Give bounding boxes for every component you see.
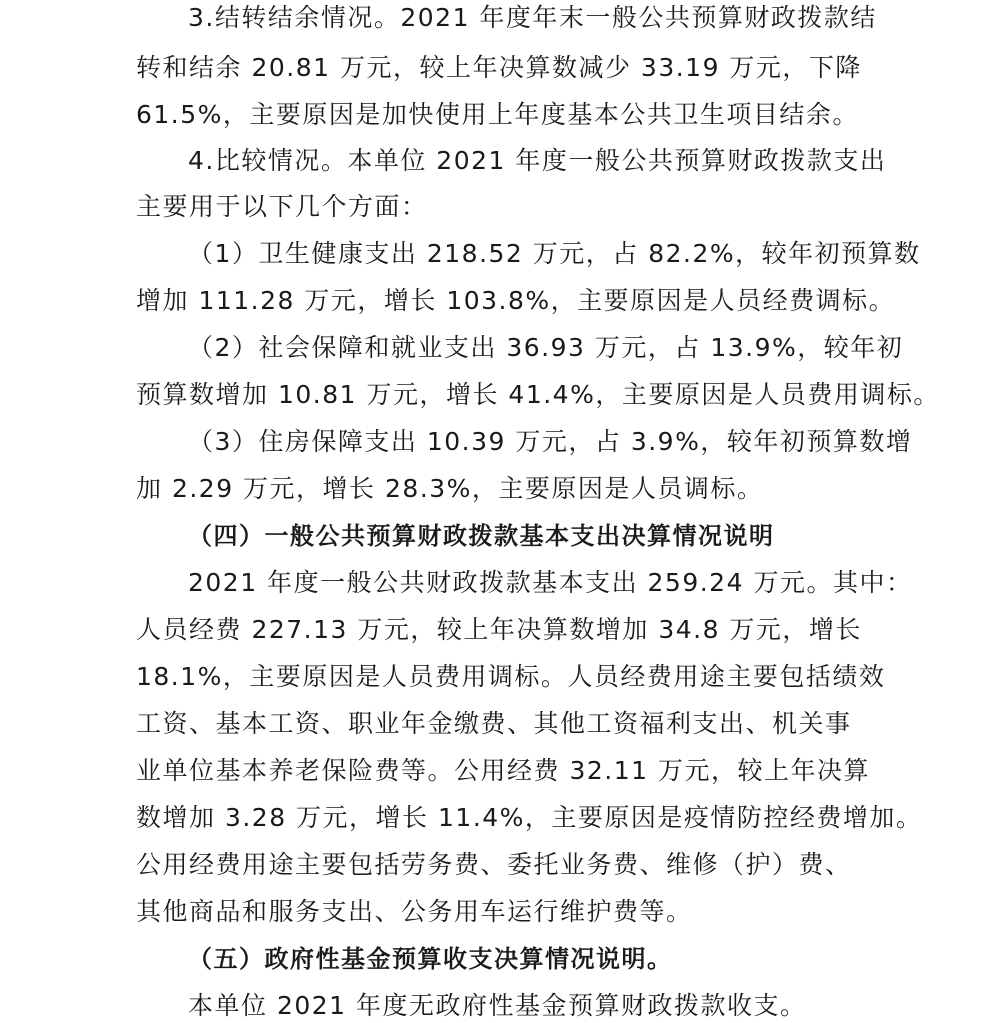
text-line: 人员经费 227.13 万元，较上年决算数增加 34.8 万元，增长 — [136, 615, 862, 644]
text-line: 数增加 3.28 万元，增长 11.4%，主要原因是疫情防控经费增加。 — [136, 803, 923, 832]
section-heading: （五）政府性基金预算收支决算情况说明。 — [188, 944, 673, 973]
text-line: （2）社会保障和就业支出 36.93 万元，占 13.9%，较年初 — [188, 333, 904, 362]
text-line: 工资、基本工资、职业年金缴费、其他工资福利支出、机关事 — [136, 709, 852, 738]
section-heading: （四）一般公共预算财政拨款基本支出决算情况说明 — [188, 521, 775, 550]
text-line: （1）卫生健康支出 218.52 万元，占 82.2%，较年初预算数 — [188, 239, 921, 268]
text-line: 增加 111.28 万元，增长 103.8%，主要原因是人员经费调标。 — [136, 286, 896, 315]
text-line: （3）住房保障支出 10.39 万元，占 3.9%，较年初预算数增 — [188, 427, 913, 456]
text-line: 转和结余 20.81 万元，较上年决算数减少 33.19 万元，下降 — [136, 53, 862, 82]
text-line: 预算数增加 10.81 万元，增长 41.4%，主要原因是人员费用调标。 — [136, 380, 940, 409]
text-line: 3.结转结余情况。2021 年度年末一般公共预算财政拨款结 — [188, 3, 877, 32]
text-line: 2021 年度一般公共财政拨款基本支出 259.24 万元。其中： — [188, 568, 913, 597]
text-line: 公用经费用途主要包括劳务费、委托业务费、维修（护）费、 — [136, 850, 852, 879]
text-line: 主要用于以下几个方面： — [136, 192, 428, 221]
text-line: 61.5%，主要原因是加快使用上年度基本公共卫生项目结余。 — [136, 100, 859, 129]
text-line: 其他商品和服务支出、公务用车运行维护费等。 — [136, 897, 693, 926]
text-line: 业单位基本养老保险费等。公用经费 32.11 万元，较上年决算 — [136, 756, 870, 785]
text-line: 4.比较情况。本单位 2021 年度一般公共预算财政拨款支出 — [188, 146, 887, 175]
text-line: 本单位 2021 年度无政府性基金预算财政拨款收支。 — [188, 991, 807, 1020]
text-line: 加 2.29 万元，增长 28.3%，主要原因是人员调标。 — [136, 474, 764, 503]
text-line: 18.1%，主要原因是人员费用调标。人员经费用途主要包括绩效 — [136, 662, 886, 691]
